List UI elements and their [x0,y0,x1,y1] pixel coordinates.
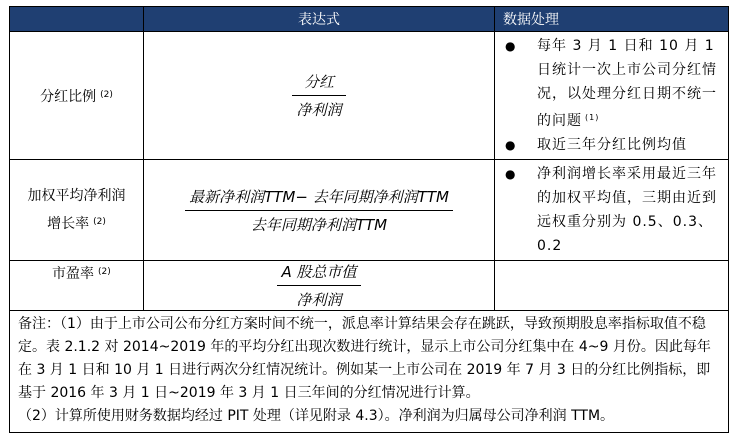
denominator: 净利润 [296,101,342,119]
table-row-dividend-ratio [10,32,729,160]
numerator: A 股总市值 [277,261,360,286]
bullet-icon: ● [505,167,517,181]
footnote-mark: (2) [100,89,113,100]
list-item: ● 每年 3 月 1 日和 10 月 1 日统计一次上市公司分红情况，以处理分红日期不统一的问题 $^{(1)}$ [503,34,722,133]
denominator: 净利润 [296,291,342,309]
header-expression: 表达式 [144,7,495,32]
fraction [292,71,345,120]
row-label-pe-ratio: 市盈率 $^{(2)}$ [10,261,144,311]
processing-profit-growth [495,160,729,261]
bullet-icon: ● [505,39,517,53]
bullet-icon: ● [505,138,517,152]
footnote-mark: (2) [93,217,106,227]
footnote-mark: (1) [585,113,600,122]
numerator: 最新净利润TTM− 去年同期净利润TTM [185,186,453,211]
header-cell-blank [10,7,144,32]
row-label-profit-growth: 加权平均净利润 增长率 $^{(2)}$ [10,160,144,261]
table-row-notes [10,311,729,433]
note-paragraph-2: （2）计算所使用财务数据均经过 PIT 处理（详见附录 4.3）。净利润为归属母公司净利润 TTM。 [18,408,615,424]
formula-dividend-ratio [144,32,495,160]
table-row-profit-growth [10,160,729,261]
formula-profit-growth [144,160,495,261]
formula-pe-ratio [144,261,495,311]
footnote-mark: (2) [98,267,111,277]
table-row-pe-ratio [10,261,729,311]
note-paragraph-1: 备注：（1）由于上市公司公布分红方案时间不统一，派息率计算结果会存在跳跃，导致预期股息率指标取值不稳定。表 2.1.2 对 2014~2019 年的平均分红出现次数进行统计，显示上市公司分红集中在 4~9 月份。因此每年在 3 月 1 日和 10 月 1 日进行两次分红情况统计。例如某一上市公司在 2019 年 7 月 3 日的分红比例指标，即基于 2016 年 3 月 1 日~2019 年 3 月 1 日三年间的分红情况进行计算。 [18,316,711,401]
denominator: 去年同期净利润TTM [250,215,388,234]
processing-dividend-ratio [495,32,729,160]
row-label-dividend-ratio: 分红比例 $^{(2)}$ [10,32,144,160]
header-row [10,7,729,32]
processing-pe-ratio [495,261,729,311]
notes-cell [10,311,729,433]
factor-table-container [9,6,728,433]
list-item: ● 取近三年分红比例均值 [503,133,722,157]
fraction [185,186,453,235]
list-item: ● 净利润增长率采用最近三年的加权平均值，三期由近到远权重分别为 0.5、0.3、0.2 [503,162,722,258]
header-data-processing: 数据处理 [495,7,729,32]
numerator: 分红 [292,71,345,96]
fraction [277,261,360,310]
factor-table [9,6,729,433]
